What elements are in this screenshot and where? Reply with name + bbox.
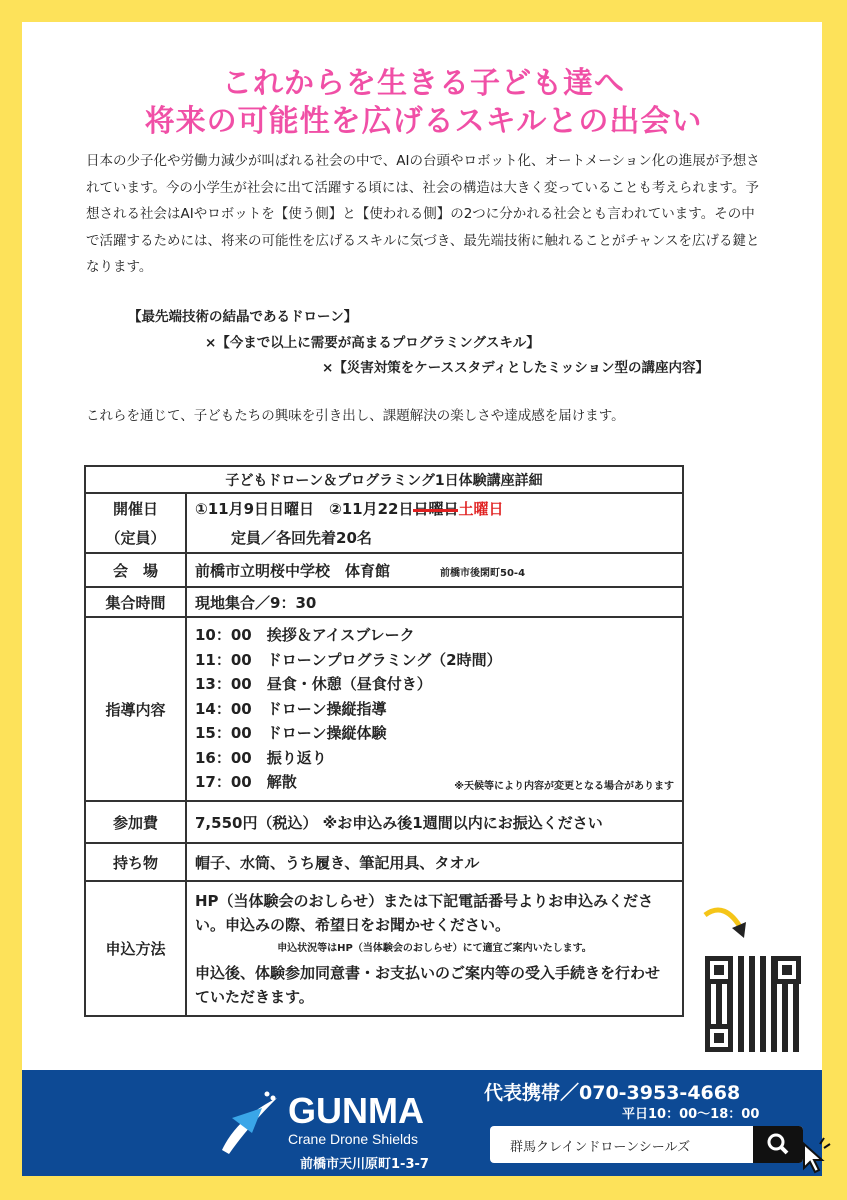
capacity-label-text: （定員）	[105, 529, 166, 547]
search-text: 群馬クレインドローンシールズ	[510, 1140, 691, 1155]
venue-cell	[186, 553, 683, 587]
schedule-item: 10：00 挨拶＆アイスブレーク	[195, 626, 415, 645]
date-label-text: 開催日	[112, 500, 158, 518]
closing-text: これらを通じて、子どもたちの興味を引き出し、課題解決の楽しさや達成感を届けます。	[86, 408, 625, 424]
date-cell	[186, 493, 683, 553]
schedule-item: 13：00 昼食・休憩（昼食付き）	[195, 675, 432, 694]
headline-2: 将来の可能性を広げるスキルとの出会い	[144, 104, 703, 139]
venue-label: 会 場	[85, 553, 186, 587]
schedule-item: 11：00 ドローンプログラミング（2時間）	[195, 650, 502, 669]
fee-label: 参加費	[85, 801, 186, 843]
point-1: 【最先端技術の結晶であるドローン】	[128, 309, 358, 325]
course-details-table	[84, 465, 684, 1017]
logo-text: GUNMA	[288, 1090, 424, 1131]
capacity: 定員／各回先着20名	[231, 529, 372, 547]
venue: 前橋市立明桜中学校 体育館	[195, 561, 391, 580]
items: 帽子、水筒、うち履き、筆記用具、タオル	[186, 843, 683, 881]
apply-cell	[186, 881, 683, 1016]
gather-label: 集合時間	[85, 587, 186, 617]
dates: ①11月9日日曜日 ②11月22日	[195, 500, 414, 518]
apply-text-2: 申込後、体験参加同意書・お支払いのご案内等の受入手続きを行わせていただきます。	[195, 963, 661, 1006]
apply-text: HP（当体験会のおしらせ）または下記電話番号よりお申込みください。申込みの際、希望日をお聞かせください。	[195, 891, 654, 934]
search-box[interactable]	[490, 1126, 803, 1163]
gather-time: 現地集合／9：30	[186, 587, 683, 617]
footer	[22, 1070, 822, 1176]
schedule-item: 14：00 ドローン操縦指導	[195, 699, 387, 718]
schedule-cell	[186, 617, 683, 801]
address: 前橋市天川原町1-3-7	[300, 1157, 429, 1172]
apply-note: 申込状況等はHP（当体験会のおしらせ）にて適宜ご案内いたします。	[277, 942, 592, 954]
hours: 平日10：00～18：00	[622, 1107, 760, 1122]
qr-code[interactable]	[705, 956, 801, 1052]
items-label: 持ち物	[85, 843, 186, 881]
corrected-date: 土曜日	[458, 500, 504, 518]
struck-date: 日曜日	[413, 500, 459, 518]
schedule-item: 16：00 振り返り	[195, 748, 327, 767]
venue-address: 前橋市後閑町50-4	[440, 567, 526, 579]
fee: 7,550円（税込） ※お申込み後1週間以内にお振込ください	[186, 801, 683, 843]
date-label	[85, 493, 186, 553]
intro-text: 日本の少子化や労働力減少が叫ばれる社会の中で、AIの台頭やロボット化、オートメーション化の進展が予想されています。今の小学生が社会に出て活躍する頃には、社会の構造は大きく変っていることも考えられます。予想される社会はAIやロボットを【使う側】と【使われる側】の2つに分かれる社会とも言われています。その中で活躍するためには、将来の可能性を広げるスキルに気づき、最先端技術に触れることがチャンスを広げる鍵となります。	[86, 153, 760, 275]
headline-1: これからを生きる子ども達へ	[222, 66, 625, 101]
schedule-note: ※天候等により内容が変更となる場合があります	[454, 781, 674, 792]
apply-label: 申込方法	[85, 881, 186, 1016]
logo-subtitle: Crane Drone Shields	[288, 1131, 418, 1147]
schedule-item: 17：00 解散	[195, 773, 297, 792]
schedule-item: 15：00 ドローン操縦体験	[195, 724, 387, 743]
arrow-icon	[700, 900, 750, 945]
table-header: 子どもドローン＆プログラミング1日体験講座詳細	[85, 466, 683, 493]
point-3: ×【災害対策をケーススタディとしたミッション型の講座内容】	[322, 360, 710, 376]
cursor-icon	[794, 1134, 834, 1176]
point-2: ×【今まで以上に需要が高まるプログラミングスキル】	[205, 335, 540, 351]
crane-logo-icon	[217, 1088, 282, 1158]
schedule-label: 指導内容	[85, 617, 186, 801]
phone: 代表携帯／070-3953-4668	[484, 1082, 741, 1104]
